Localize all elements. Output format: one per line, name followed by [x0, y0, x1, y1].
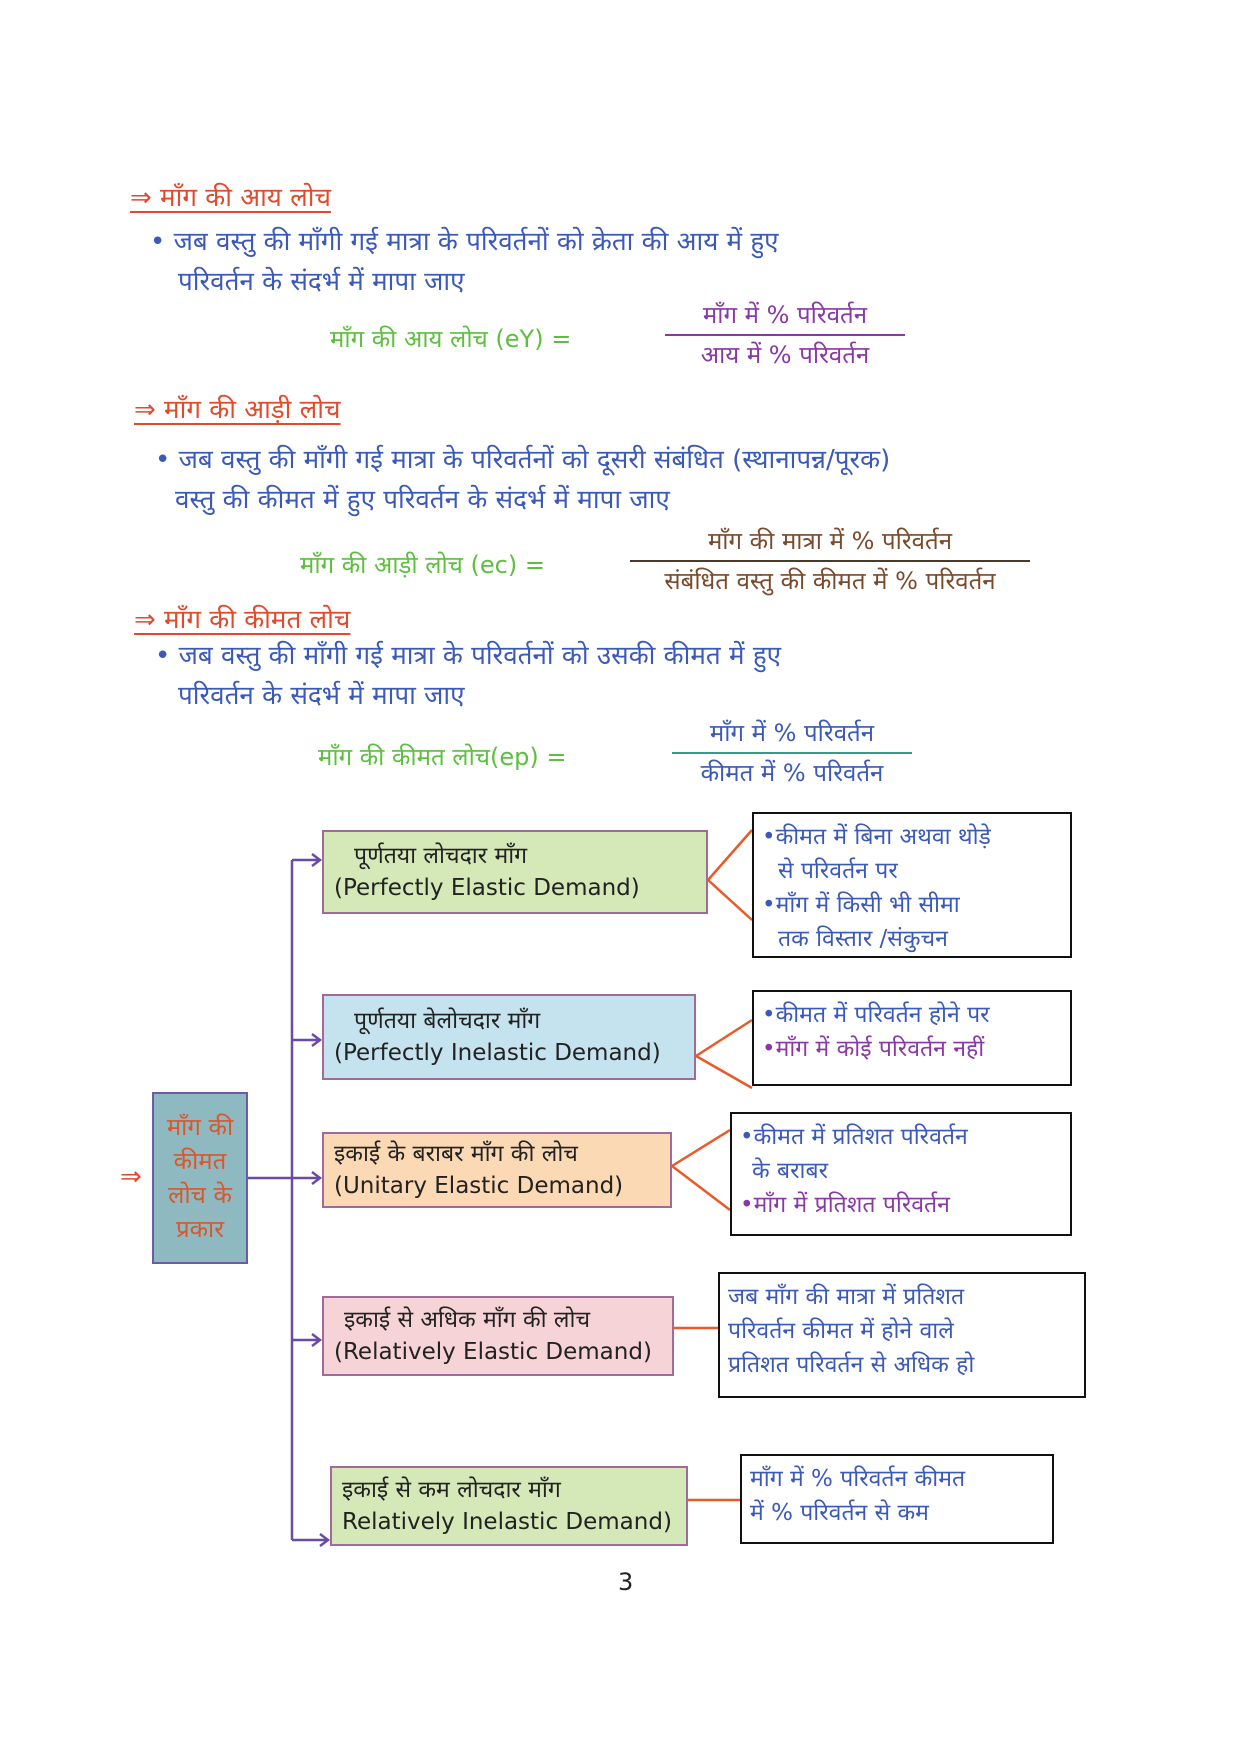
page-number: 3 [618, 1568, 634, 1596]
center-line: लोच के [168, 1181, 232, 1209]
center-arrow-icon: ⇒ [120, 1162, 142, 1192]
desc-line: •कीमत में बिना अथवा थोड़े [762, 824, 991, 850]
desc-line: के बराबर [752, 1158, 829, 1184]
type-english: (Relatively Elastic Demand) [334, 1339, 652, 1365]
desc-line: •माँग में प्रतिशत परिवर्तन [740, 1192, 950, 1218]
cross-formula-lhs: माँग की आड़ी लोच (ec) = [300, 551, 545, 579]
desc-box-unitary-elastic [730, 1112, 1072, 1236]
desc-line: में % परिवर्तन से कम [750, 1500, 929, 1526]
desc-line: •कीमत में परिवर्तन होने पर [762, 1002, 990, 1028]
cross-formula-denominator: संबंधित वस्तु की कीमत में % परिवर्तन [664, 567, 996, 595]
price-definition-line-1: • जब वस्तु की माँगी गई मात्रा के परिवर्तनों को उसकी कीमत में हुए [155, 641, 782, 671]
desc-line: से परिवर्तन पर [778, 858, 898, 884]
heading-income-elasticity: ⇒ माँग की आय लोच [130, 183, 331, 213]
type-english: (Perfectly Inelastic Demand) [334, 1040, 661, 1066]
type-box-relatively-elastic [322, 1296, 674, 1376]
center-line: कीमत [173, 1147, 227, 1175]
desc-line: माँग में % परिवर्तन कीमत [750, 1466, 966, 1492]
desc-box-relatively-inelastic [740, 1454, 1054, 1544]
center-line: माँग की [166, 1113, 234, 1141]
cross-definition-line-1: • जब वस्तु की माँगी गई मात्रा के परिवर्तनों को दूसरी संबंधित (स्थानापन्न/पूरक) [155, 445, 891, 475]
income-formula-lhs: माँग की आय लोच (eY) = [330, 325, 572, 353]
cross-formula-numerator: माँग की मात्रा में % परिवर्तन [707, 527, 953, 555]
type-hindi: पूर्णतया लोचदार माँग [354, 843, 528, 869]
center-box-price-elasticity-types [152, 1092, 248, 1264]
desc-line: •कीमत में प्रतिशत परिवर्तन [740, 1124, 968, 1150]
price-definition-line-2: परिवर्तन के संदर्भ में मापा जाए [178, 681, 465, 711]
type-hindi: इकाई से अधिक माँग की लोच [344, 1307, 591, 1333]
type-hindi: इकाई से कम लोचदार माँग [342, 1477, 561, 1503]
price-formula-numerator: माँग में % परिवर्तन [709, 719, 875, 747]
price-formula-denominator: कीमत में % परिवर्तन [700, 759, 884, 787]
type-box-perfectly-inelastic [322, 994, 696, 1080]
desc-line: •माँग में कोई परिवर्तन नहीं [762, 1036, 985, 1062]
desc-box-perfectly-elastic [752, 812, 1072, 958]
income-formula-numerator: माँग में % परिवर्तन [702, 301, 868, 329]
cross-definition-line-2: वस्तु की कीमत में हुए परिवर्तन के संदर्भ में मापा जाए [175, 485, 670, 515]
type-hindi: इकाई के बराबर माँग की लोच [334, 1141, 578, 1167]
desc-line: तक विस्तार /संकुचन [778, 926, 948, 952]
desc-box-perfectly-inelastic [752, 990, 1072, 1086]
type-english: Relatively Inelastic Demand) [342, 1509, 672, 1535]
type-box-unitary-elastic [322, 1132, 672, 1208]
type-english: (Unitary Elastic Demand) [334, 1173, 624, 1199]
type-english: (Perfectly Elastic Demand) [334, 875, 640, 901]
type-box-relatively-inelastic [330, 1466, 688, 1546]
heading-price-elasticity: ⇒ माँग की कीमत लोच [134, 605, 351, 635]
center-line: प्रकार [175, 1215, 225, 1243]
desc-line: प्रतिशत परिवर्तन से अधिक हो [728, 1352, 975, 1378]
desc-line: •माँग में किसी भी सीमा [762, 892, 960, 918]
type-hindi: पूर्णतया बेलोचदार माँग [354, 1008, 541, 1034]
desc-line: जब माँग की मात्रा में प्रतिशत [728, 1284, 965, 1310]
income-definition-line-2: परिवर्तन के संदर्भ में मापा जाए [178, 267, 465, 297]
desc-box-relatively-elastic [718, 1272, 1086, 1398]
heading-cross-elasticity: ⇒ माँग की आड़ी लोच [134, 395, 341, 425]
price-formula-lhs: माँग की कीमत लोच(ep) = [318, 743, 567, 771]
type-box-perfectly-elastic [322, 830, 708, 914]
income-definition-line-1: • जब वस्तु की माँगी गई मात्रा के परिवर्तनों को क्रेता की आय में हुए [150, 227, 779, 257]
income-formula-denominator: आय में % परिवर्तन [700, 341, 870, 369]
desc-line: परिवर्तन कीमत में होने वाले [728, 1318, 954, 1344]
